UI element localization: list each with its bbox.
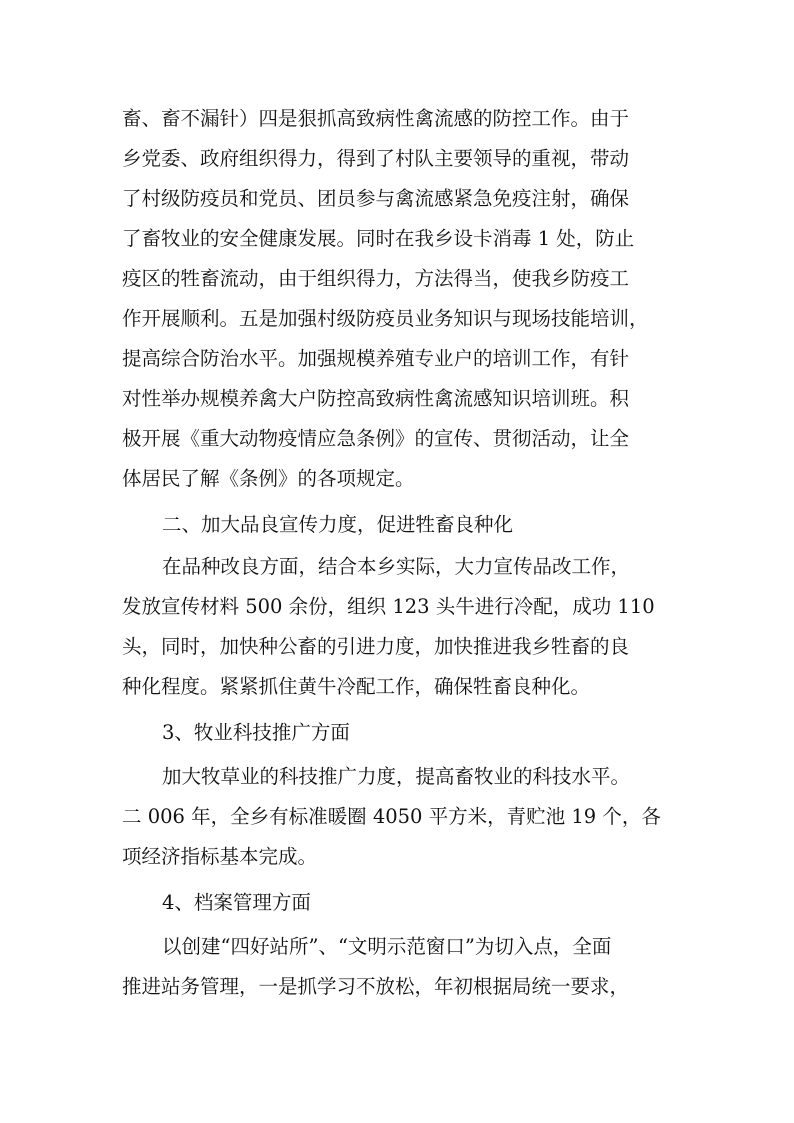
body-text-line: 作开展顺利。五是加强村级防疫员业务知识与现场技能培训， — [122, 307, 649, 330]
body-text-line: 推进站务管理，一是抓学习不放松，年初根据局统一要求， — [122, 975, 630, 998]
section-heading: 3、牧业科技推广方面 — [162, 721, 350, 744]
body-text-line: 二 006 年，全乡有标准暖圈 4050 平方米，青贮池 19 个，各 — [122, 805, 661, 828]
body-text-line: 极开展《重大动物疫情应急条例》的宣传、贯彻活动，让全 — [122, 427, 630, 450]
body-text-line: 了村级防疫员和党员、团员参与禽流感紧急免疫注射，确保 — [122, 187, 630, 210]
section-heading: 4、档案管理方面 — [162, 891, 311, 914]
body-text-line: 加大牧草业的科技推广力度，提高畜牧业的科技水平。 — [162, 765, 631, 788]
body-text-line: 畜、畜不漏针）四是狠抓高致病性禽流感的防控工作。由于 — [122, 107, 630, 130]
section-heading: 二、加大品良宣传力度，促进牲畜良种化 — [162, 513, 514, 536]
body-text-line: 对性举办规模养禽大户防控高致病性禽流感知识培训班。积 — [122, 387, 630, 410]
body-text-line: 种化程度。紧紧抓住黄牛冷配工作，确保牲畜良种化。 — [122, 675, 591, 698]
body-text-line: 在品种改良方面，结合本乡实际，大力宣传品改工作， — [162, 555, 631, 578]
body-text-line: 头，同时，加快种公畜的引进力度，加快推进我乡牲畜的良 — [122, 635, 630, 658]
body-text-line: 发放宣传材料 500 余份，组织 123 头牛进行冷配，成功 110 — [122, 595, 655, 618]
body-text-line: 提高综合防治水平。加强规模养殖专业户的培训工作，有针 — [122, 347, 630, 370]
body-text-line: 项经济指标基本完成。 — [122, 845, 318, 868]
body-text-line: 体居民了解《条例》的各项规定。 — [122, 467, 415, 490]
body-text-line: 乡党委、政府组织得力，得到了村队主要领导的重视，带动 — [122, 147, 630, 170]
body-text-line: 了畜牧业的安全健康发展。同时在我乡设卡消毒 1 处，防止 — [122, 227, 635, 250]
body-text-line: 疫区的牲畜流动，由于组织得力，方法得当，使我乡防疫工 — [122, 267, 630, 290]
body-text-line: 以创建“四好站所”、“文明示范窗口”为切入点，全面 — [162, 935, 612, 958]
